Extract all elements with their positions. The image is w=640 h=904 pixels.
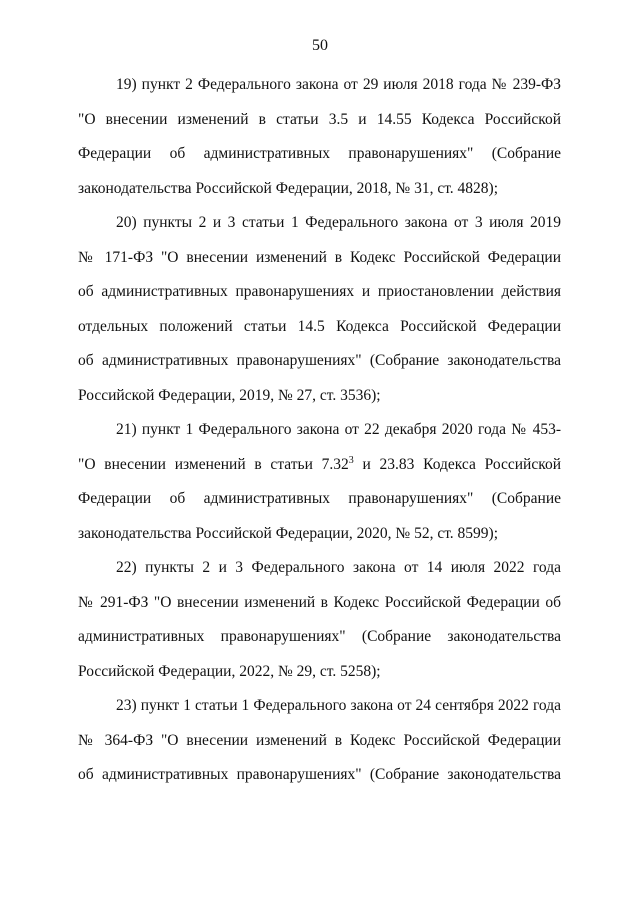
text-line: 23) пункт 1 статьи 1 Федерального закона от 24 сентября 2022 года	[116, 697, 561, 714]
list-item-22	[78, 551, 561, 689]
text-line: об административных правонарушениях" (Собрание законодательства	[78, 766, 561, 783]
text-line: 21) пункт 1 Федерального закона от 22 декабря 2020 года № 453-	[116, 421, 561, 438]
text-line: 19) пункт 2 Федерального закона от 29 июля 2018 года № 239-ФЗ	[116, 76, 561, 93]
text-line: отдельных положений статьи 14.5 Кодекса Российской Федерации	[78, 317, 561, 335]
text-line-with-superscript	[78, 448, 561, 483]
text-line: Федерации об административных правонарушениях" (Собрание	[78, 145, 561, 162]
text-line: Российской Федерации, 2019, № 27, ст. 3536);	[78, 386, 381, 404]
text-line: административных правонарушениях" (Собрание законодательства	[78, 628, 561, 645]
text-line: № 291-ФЗ "О внесении изменений в Кодекс Российской Федерации об	[78, 593, 561, 611]
text-line: об административных правонарушениях" (Собрание законодательства	[78, 352, 561, 369]
text-line: Российской Федерации, 2022, № 29, ст. 5258);	[78, 662, 381, 680]
text-line: Федерации об административных правонарушениях" (Собрание	[78, 490, 561, 507]
text-fragment: и 23.83 Кодекса Российской	[353, 455, 561, 473]
superscript: 3	[348, 454, 354, 466]
text-line: № 364-ФЗ "О внесении изменений в Кодекс Российской Федерации	[78, 731, 561, 749]
list-item-21	[78, 413, 561, 551]
text-line: № 171-ФЗ "О внесении изменений в Кодекс Российской Федерации	[78, 248, 561, 266]
list-item-19	[78, 68, 561, 206]
text-line: законодательства Российской Федерации, 2018, № 31, ст. 4828);	[78, 179, 499, 197]
text-line: 22) пункты 2 и 3 Федерального закона от 14 июля 2022 года	[116, 559, 561, 576]
list-item-20	[78, 206, 561, 413]
page-number: 50	[312, 37, 328, 54]
text-line: законодательства Российской Федерации, 2020, № 52, ст. 8599);	[78, 524, 499, 542]
text-fragment: "О внесении изменений в статьи 7.32	[78, 455, 349, 473]
text-line: об административных правонарушениях и приостановлении действия	[78, 283, 561, 300]
text-line: "О внесении изменений в статьи 3.5 и 14.55 Кодекса Российской	[78, 110, 561, 128]
document-body	[78, 68, 561, 793]
list-item-23	[78, 689, 561, 793]
text-line: 20) пункты 2 и 3 статьи 1 Федерального закона от 3 июля 2019	[116, 214, 561, 231]
